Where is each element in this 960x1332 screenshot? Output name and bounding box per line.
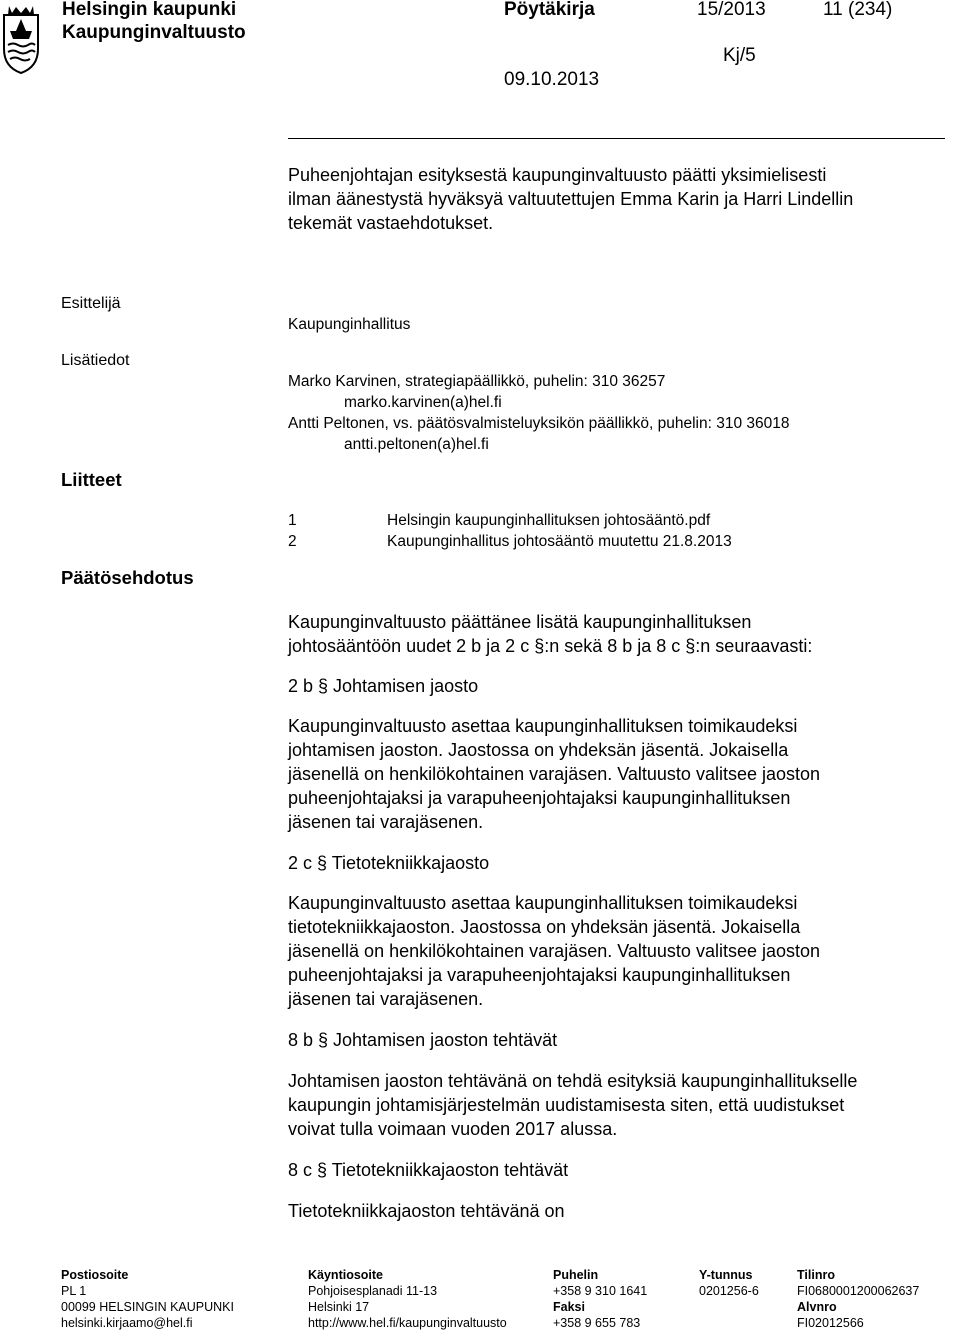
footer-line: FI0680001200062637 (797, 1284, 920, 1298)
page-number: 11 (234) (823, 0, 893, 20)
doc-number: 15/2013 (697, 0, 766, 20)
attachment-2-link[interactable]: Kaupunginhallitus johtosääntö muutettu 21.8.2013 (387, 533, 732, 550)
text-line: voivat tulla voimaan vuoden 2017 alussa. (288, 1119, 618, 1139)
footer-line: Pohjoisesplanadi 11-13 (308, 1284, 438, 1298)
text-line: Kaupunginvaltuusto päättänee lisätä kaupunginhallituksen (288, 612, 752, 632)
footer-line: +358 9 310 1641 (553, 1284, 648, 1298)
text-line: jäsenellä on henkilökohtainen varajäsen. Valtuusto valitsee jaoston (288, 941, 821, 961)
esittelija-value: Kaupunginhallitus (288, 316, 411, 333)
attachment-2-num: 2 (288, 533, 297, 550)
contact-2: Antti Peltonen, vs. päätösvalmisteluyksikön päällikkö, puhelin: 310 36018 (288, 415, 790, 432)
helsinki-crest-logo (1, 1, 41, 75)
label-liitteet: Liitteet (61, 469, 122, 490)
contact-1-email: marko.karvinen(a)hel.fi (344, 394, 502, 411)
text-line: jäsenellä on henkilökohtainen varajäsen. Valtuusto valitsee jaoston (288, 764, 821, 784)
section-code: Kj/5 (723, 45, 756, 66)
doc-type: Pöytäkirja (504, 0, 595, 20)
footer-visiting-heading: Käyntiosoite (308, 1268, 384, 1282)
contact-1: Marko Karvinen, strategiapäällikkö, puhelin: 310 36257 (288, 373, 666, 390)
text-line: tietotekniikkajaoston. Jaostossa on yhdeksän jäsentä. Jokaisella (288, 917, 801, 937)
text-line: johtamisen jaoston. Jaostossa on yhdeksän jäsentä. Jokaisella (288, 740, 789, 760)
footer-account-heading: Tilinro (797, 1268, 835, 1282)
footer-website-link[interactable]: http://www.hel.fi/kaupunginvaltuusto (308, 1316, 507, 1330)
text-line: ilman äänestystä hyväksyä valtuutettujen Emma Karin ja Harri Lindellin (288, 189, 854, 209)
footer-line: 0201256-6 (699, 1284, 759, 1298)
footer-email[interactable]: helsinki.kirjaamo@hel.fi (61, 1316, 193, 1330)
footer-visiting (308, 1267, 507, 1331)
footer-line: FI02012566 (797, 1316, 864, 1330)
text-line: Puheenjohtajan esityksestä kaupunginvaltuusto päätti yksimielisesti (288, 165, 827, 185)
footer-phone-heading: Puhelin (553, 1268, 599, 1282)
section-8c-title: 8 c § Tietotekniikkajaoston tehtävät (288, 1160, 569, 1180)
body-name: Kaupunginvaltuusto (62, 22, 246, 43)
text-line: puheenjohtajaksi ja varapuheenjohtajaksi kaupunginhallituksen (288, 788, 791, 808)
section-8b-title: 8 b § Johtamisen jaoston tehtävät (288, 1030, 558, 1050)
text-line: Kaupunginvaltuusto asettaa kaupunginhallituksen toimikaudeksi (288, 716, 798, 736)
footer-account (797, 1267, 919, 1331)
footer-line: Helsinki 17 (308, 1300, 370, 1314)
header-rule (288, 138, 945, 139)
section-8c-text: Tietotekniikkajaoston tehtävänä on (288, 1201, 565, 1221)
section-2b-text (288, 714, 948, 834)
footer-vat-heading: Alvnro (797, 1300, 837, 1314)
footer-postal (61, 1267, 234, 1331)
footer-business-id (699, 1267, 759, 1299)
attachment-1-num: 1 (288, 512, 297, 529)
footer-line: PL 1 (61, 1284, 87, 1298)
text-line: Kaupunginvaltuusto asettaa kaupunginhallituksen toimikaudeksi (288, 893, 798, 913)
text-line: johtosääntöön uudet 2 b ja 2 c §:n sekä 8 b ja 8 c §:n seuraavasti: (288, 636, 813, 656)
contact-2-email: antti.peltonen(a)hel.fi (344, 436, 489, 453)
text-line: puheenjohtajaksi ja varapuheenjohtajaksi kaupunginhallituksen (288, 965, 791, 985)
label-esittelija: Esittelijä (61, 295, 121, 312)
label-lisatiedot: Lisätiedot (61, 352, 130, 369)
attachment-1-link[interactable]: Helsingin kaupunginhallituksen johtosääntö.pdf (387, 512, 711, 529)
proposal-intro (288, 610, 948, 658)
decision-intro (288, 163, 948, 235)
label-paatosehdotus: Päätösehdotus (61, 567, 194, 588)
text-line: kaupungin johtamisjärjestelmän uudistamisesta siten, että uudistukset (288, 1095, 845, 1115)
footer-phone (553, 1267, 647, 1331)
text-line: jäsenen tai varajäsenen. (288, 812, 484, 832)
section-2c-text (288, 891, 948, 1011)
footer-fax-heading: Faksi (553, 1300, 585, 1314)
org-name: Helsingin kaupunki (62, 0, 237, 20)
text-line: jäsenen tai varajäsenen. (288, 989, 484, 1009)
footer-line: +358 9 655 783 (553, 1316, 641, 1330)
text-line: tekemät vastaehdotukset. (288, 213, 494, 233)
footer-postal-heading: Postiosoite (61, 1268, 129, 1282)
section-8b-text (288, 1069, 948, 1141)
section-2b-title: 2 b § Johtamisen jaosto (288, 676, 479, 696)
meeting-date: 09.10.2013 (504, 69, 600, 90)
footer-line: 00099 HELSINGIN KAUPUNKI (61, 1300, 234, 1314)
text-line: Johtamisen jaoston tehtävänä on tehdä esityksiä kaupunginhallitukselle (288, 1071, 858, 1091)
section-2c-title: 2 c § Tietotekniikkajaosto (288, 853, 490, 873)
footer-business-id-heading: Y-tunnus (699, 1268, 753, 1282)
